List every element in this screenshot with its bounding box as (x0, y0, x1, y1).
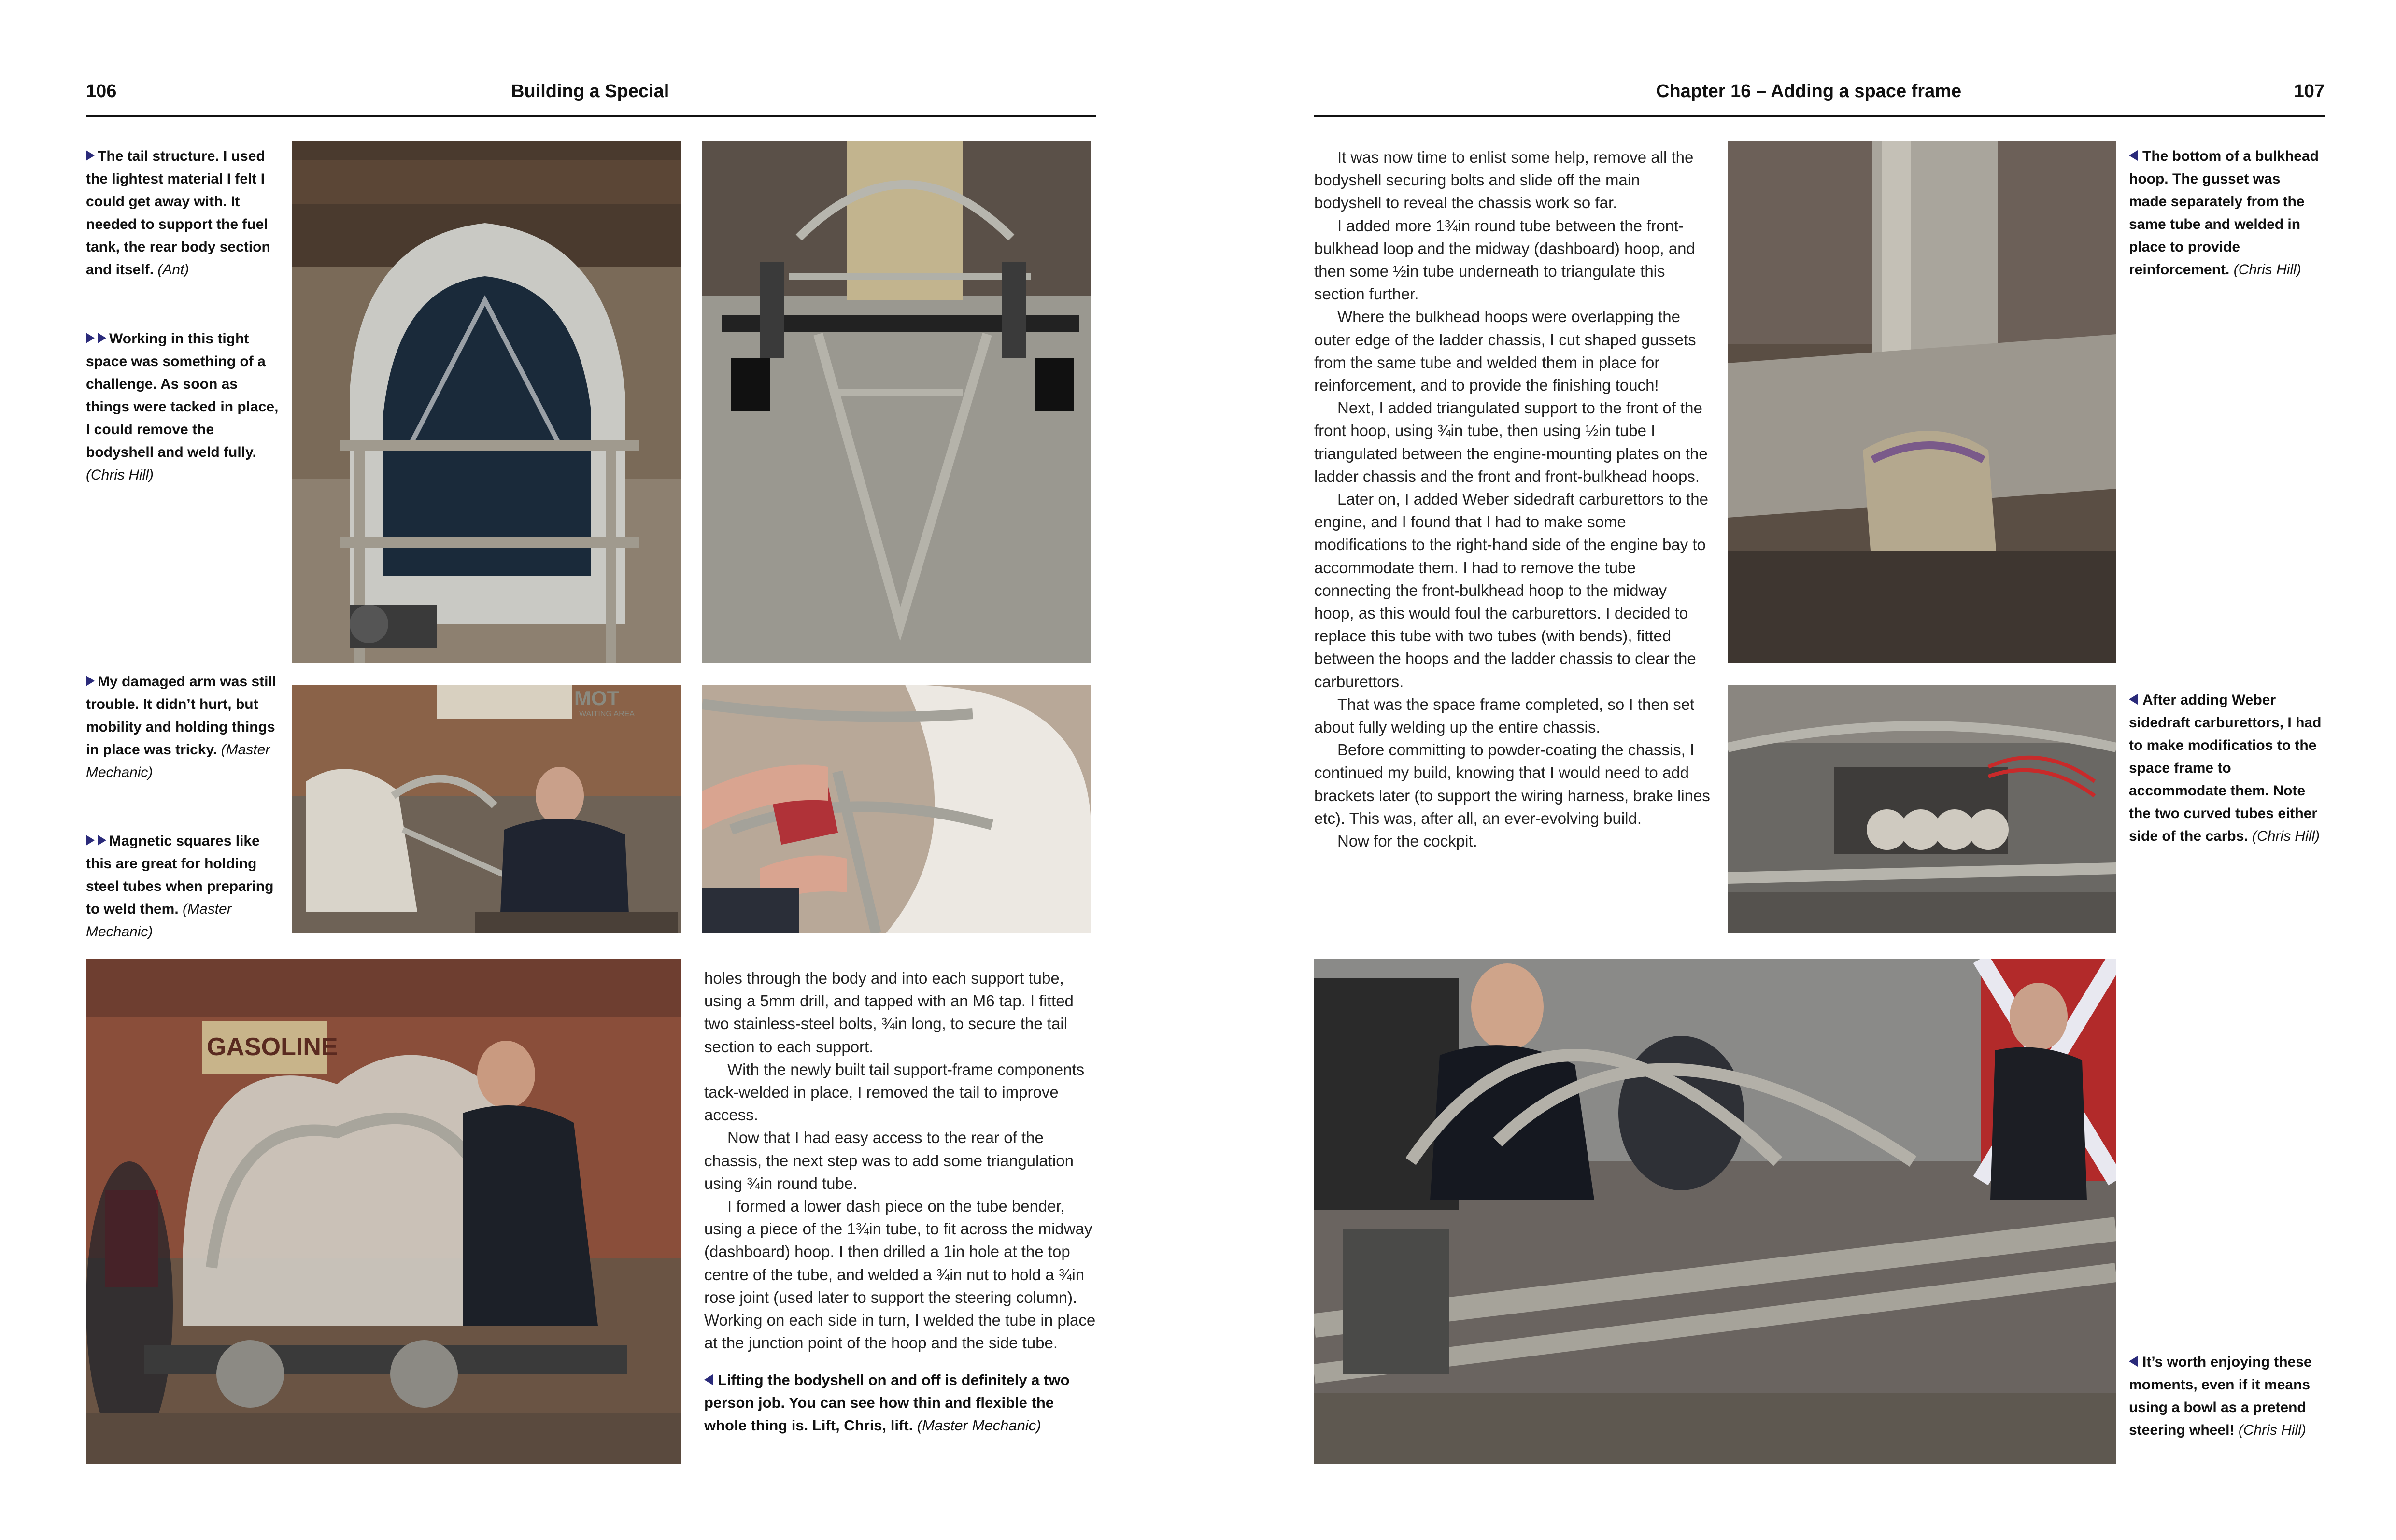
arrow-left-icon (704, 1374, 713, 1385)
arrow-right-icon (86, 676, 95, 686)
arrow-right-icon (86, 835, 95, 846)
photo-chassis-front (702, 141, 1091, 663)
photo-tail-structure (292, 141, 681, 663)
photo-pretend-steering (1314, 959, 2116, 1464)
caption-weber-carbs: After adding Weber sidedraft carburettors, I had to make modificatios to the space frame to accommodate them. Note the two curved tubes either side of the carbs. (Chris Hill) (2129, 692, 2322, 844)
wall-sign-text: GASOLINE (207, 1033, 338, 1061)
running-title: Building a Special (511, 81, 669, 101)
body-paragraph: Before committing to powder-coating the chassis, I continued my build, knowing that I would need to add brackets later (to support the wiring harness, brake lines etc). This was, after all, an ever-evolving build. (1314, 741, 1710, 827)
page-number: 107 (2294, 81, 2325, 101)
body-paragraph: I added more 1¾in round tube between the front-bulkhead loop and the midway (dashboard) hoop, and then some ½in tube underneath to triangulate this section further. (1314, 216, 1695, 303)
garage-sign-text: MOT (574, 687, 620, 709)
left-page-header (86, 81, 1096, 117)
photo-workshop-arm (292, 685, 681, 933)
body-paragraph: Where the bulkhead hoops were overlapping the outer edge of the ladder chassis, I cut shaped gussets from the same tube and welded them in place for reinforcement, and to provide the finishing touch! (1314, 308, 1696, 395)
right-page-body-text (1314, 146, 1710, 852)
caption-lifting-bodyshell: Lifting the bodyshell on and off is definitely a two person job. You can see how thin and flexible the whole thing is. Lift, Chris, lift. (Master Mechanic) (704, 1371, 1070, 1434)
caption-bulkhead-hoop: The bottom of a bulkhead hoop. The gusset was made separately from the same tube and welded in place to provide reinforcement. (Chris Hill) (2129, 148, 2319, 278)
body-paragraph: It was now time to enlist some help, remove all the bodyshell securing bolts and slide off the main bodyshell to reveal the chassis work so far. (1314, 148, 1694, 212)
arrow-left-icon (2129, 150, 2138, 161)
running-title: Chapter 16 – Adding a space frame (1656, 81, 1962, 101)
body-paragraph: I formed a lower dash piece on the tube bender, using a piece of the 1¾in tube, to fit across the midway (dashboard) hoop. I then drilled a 1in hole at the top centre of the tube, and welded a ¾in nut to hold a ¾in rose joint (used later to support the steering column). Working on each side in turn, I welded the tube in place at the junction point of the hoop and the side tube. (704, 1197, 1096, 1352)
caption-damaged-arm: My damaged arm was still trouble. It didn’t hurt, but mobility and holding things in place was tricky. (Master Mechanic) (86, 674, 277, 780)
photo-bulkhead-gusset (1728, 141, 2116, 663)
caption-tail-structure: The tail structure. I used the lightest material I felt I could get away with. It needed to support the fuel tank, the rear body section and itself. (Ant) (86, 148, 270, 278)
arrow-left-icon (2129, 694, 2138, 705)
body-paragraph: That was the space frame completed, so I then set about fully welding up the entire chassis. (1314, 695, 1695, 736)
left-page-body-text (704, 967, 1096, 1437)
photo-lifting-bodyshell (86, 959, 681, 1464)
right-page-header (1314, 81, 2325, 117)
arrow-right-icon (98, 333, 106, 343)
arrow-right-icon (86, 333, 95, 343)
body-paragraph: Now for the cockpit. (1337, 832, 1477, 850)
body-paragraph: Next, I added triangulated support to the front of the front hoop, using ¾in tube, then using ½in tube I triangulated between the engine-mounting plates on the ladder chassis and the front and front-bulkhead hoops. (1314, 399, 1708, 485)
arrow-right-icon (86, 150, 95, 161)
body-paragraph: With the newly built tail support-frame components tack-welded in place, I removed the tail to improve access. (704, 1060, 1085, 1124)
garage-sign-subtext: WAITING AREA (579, 710, 635, 718)
caption-tight-space: Working in this tight space was something of a challenge. As soon as things were tacked in place, I could remove the bodyshell and weld fully. (Chris Hill) (86, 331, 279, 483)
body-paragraph: Now that I had easy access to the rear of the chassis, the next step was to add some triangulation using ¾in round tube. (704, 1129, 1074, 1192)
arrow-left-icon (2129, 1356, 2138, 1367)
body-paragraph: holes through the body and into each support tube, using a 5mm drill, and tapped with an M6 tap. I fitted two stainless-steel bolts, ¾in long, to secure the tail section to each support. (704, 969, 1074, 1056)
page-number: 106 (86, 81, 117, 101)
photo-magnetic-squares (702, 685, 1091, 933)
caption-enjoying-moments: It’s worth enjoying these moments, even if it means using a bowl as a pretend steering wheel! (Chris Hill) (2129, 1354, 2312, 1438)
photo-weber-carburettors (1728, 685, 2116, 933)
body-paragraph: Later on, I added Weber sidedraft carburettors to the engine, and I found that I had to make some modifications to the right-hand side of the engine bay to accommodate them. I had to remove the tube connecting the front-bulkhead hoop to the midway hoop, as this would foul the carburettors. I decided to replace this tube with two tubes (with bends), fitted between the hoops and the ladder chassis to clear the carburettors. (1314, 490, 1709, 691)
caption-magnetic-squares: Magnetic squares like this are great for holding steel tubes when preparing to weld them. (Master Mechanic) (86, 833, 274, 940)
arrow-right-icon (98, 835, 106, 846)
